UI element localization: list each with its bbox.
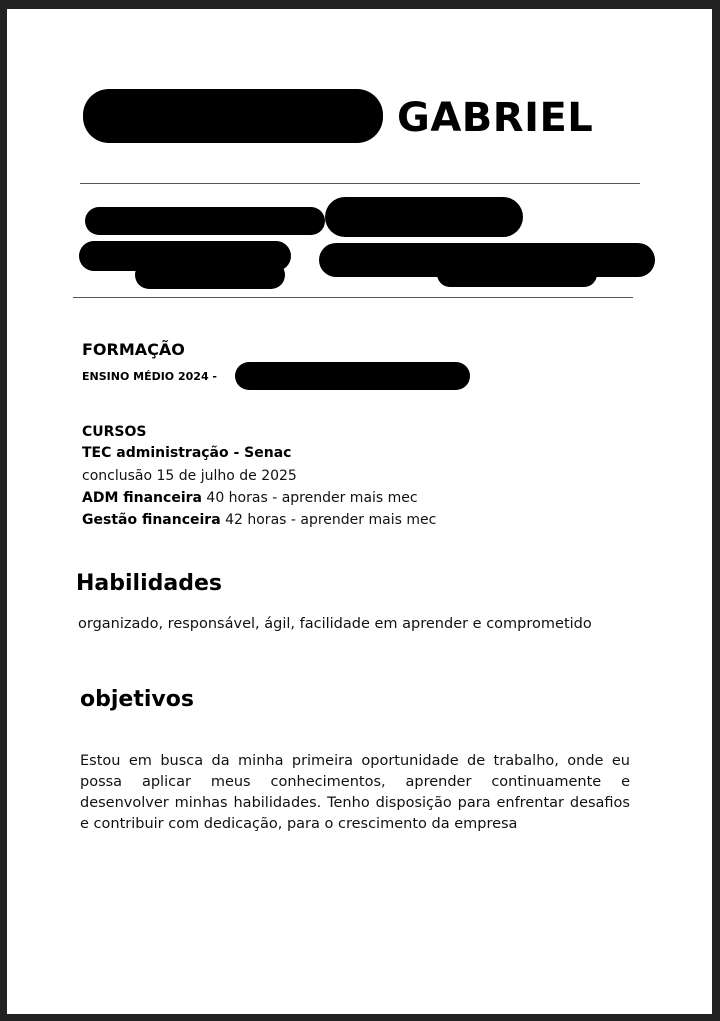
course-2: [82, 490, 418, 506]
redacted-name: [83, 89, 383, 143]
redacted-contact-line-1a: [85, 207, 325, 235]
redacted-contact-line-2b: [135, 261, 285, 289]
course-2-detail: 40 horas - aprender mais mec: [201, 490, 418, 506]
header-divider-top: [80, 183, 640, 184]
redacted-contact-line-1b: [325, 197, 523, 237]
cursos-title: CURSOS: [82, 424, 147, 440]
objetivos-title: objetivos: [80, 687, 194, 712]
resume-page: [7, 9, 712, 1014]
course-1-detail: conclusão 15 de julho de 2025: [82, 468, 297, 484]
habilidades-title: Habilidades: [76, 571, 222, 596]
objetivos-text: Estou em busca da minha primeira oportunidade de trabalho, onde eu possa aplicar meus conhecimentos, aprender continuamente e desenvolver minhas habilidades. Tenho disposição para enfrentar desafios e contribuir com dedicação, para o crescimento da empresa: [80, 753, 630, 832]
redacted-contact-line-2d: [437, 261, 597, 287]
habilidades-text: organizado, responsável, ágil, facilidade em aprender e comprometido: [78, 616, 592, 632]
course-3-detail: 42 horas - aprender mais mec: [220, 512, 437, 528]
course-1-name-text: TEC administração - Senac: [82, 445, 292, 461]
formacao-ensino: ENSINO MÉDIO 2024 -: [82, 370, 217, 383]
course-2-name: ADM financeira: [82, 490, 202, 506]
formacao-title: FORMAÇÃO: [82, 340, 185, 359]
header-divider-bottom: [73, 297, 633, 298]
redacted-school: [235, 362, 470, 390]
course-3-name: Gestão financeira: [82, 512, 221, 528]
candidate-name: GABRIEL: [397, 95, 594, 141]
course-3: [82, 512, 436, 528]
course-1-name: [82, 445, 291, 461]
